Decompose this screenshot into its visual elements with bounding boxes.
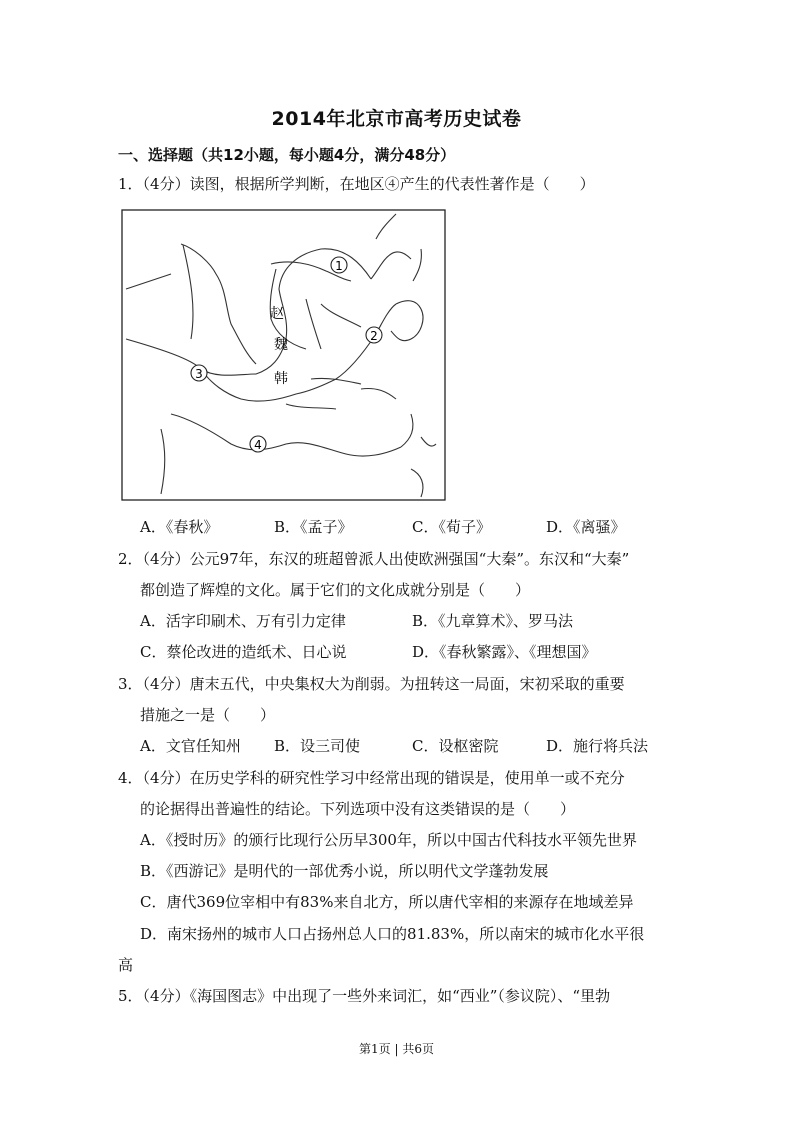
marker-2-label: 2 — [370, 329, 378, 343]
marker-3-label: 3 — [195, 367, 203, 381]
q3-option-c: C．设枢密院 — [412, 737, 499, 755]
q3-option-a: A．文官任知州 — [140, 737, 241, 755]
marker-1-label: 1 — [335, 259, 343, 273]
map-label-wei: 魏 — [274, 337, 288, 353]
question-4-stem-line2: 的论据得出普遍性的结论。下列选项中没有这类错误的是（ ） — [140, 800, 576, 818]
map-label-han: 韩 — [274, 371, 288, 387]
q4-option-d: D．南宋扬州的城市人口占扬州总人口的81.83%，所以南宋的城市化水平很 — [140, 925, 645, 943]
q1-option-b: B．《孟子》 — [274, 518, 353, 536]
question-1-stem: 1．（4分）读图，根据所学判断，在地区④产生的代表性著作是（ ） — [118, 175, 595, 193]
map-frame — [122, 210, 445, 500]
question-3-stem-line1: 3．（4分）唐末五代，中央集权大为削弱。为扭转这一局面，宋初采取的重要 — [118, 675, 625, 693]
q3-option-d: D．施行将兵法 — [546, 737, 649, 755]
q4-option-b: B．《西游记》是明代的一部优秀小说，所以明代文学蓬勃发展 — [140, 862, 549, 880]
page-title: 2014年北京市高考历史试卷 — [271, 108, 522, 130]
q2-option-b: B．《九章算术》、罗马法 — [412, 612, 574, 630]
q1-option-d: D．《离骚》 — [546, 518, 626, 536]
question-4-stem-line1: 4．（4分）在历史学科的研究性学习中经常出现的错误是，使用单一或不充分 — [118, 769, 625, 787]
section-heading: 一、选择题（共12小题，每小题4分，满分48分） — [118, 146, 456, 164]
q2-option-a: A．活字印刷术、万有引力定律 — [140, 612, 346, 630]
question-5-stem-line1: 5．（4分）《海国图志》中出现了一些外来词汇，如“西业”（参议院）、“里勃 — [118, 987, 611, 1005]
q1-option-c: C．《荀子》 — [412, 518, 491, 536]
q4-option-c: C．唐代369位宰相中有83%来自北方，所以唐代宰相的来源存在地域差异 — [140, 893, 634, 911]
question-2-stem-line1: 2．（4分）公元97年，东汉的班超曾派人出使欧洲强国“大秦”。东汉和“大秦” — [118, 550, 630, 568]
map-figure — [121, 209, 446, 501]
map-label-zhao: 赵 — [270, 306, 284, 322]
q2-option-c: C．蔡伦改进的造纸术、日心说 — [140, 643, 347, 661]
question-1-map — [121, 209, 446, 501]
page-footer: 第1页 | 共6页 — [359, 1042, 434, 1056]
question-2-stem-line2: 都创造了辉煌的文化。属于它们的文化成就分别是（ ） — [140, 581, 531, 599]
q1-option-a: A．《春秋》 — [140, 518, 219, 536]
q4-option-d-continued: 高 — [118, 956, 134, 974]
q4-option-a: A．《授时历》的颁行比现行公历早300年，所以中国古代科技水平领先世界 — [140, 831, 637, 849]
question-3-stem-line2: 措施之一是（ ） — [140, 706, 276, 724]
q3-option-b: B．设三司使 — [274, 737, 361, 755]
q2-option-d: D．《春秋繁露》、《理想国》 — [412, 643, 597, 661]
marker-4-label: 4 — [254, 438, 262, 452]
